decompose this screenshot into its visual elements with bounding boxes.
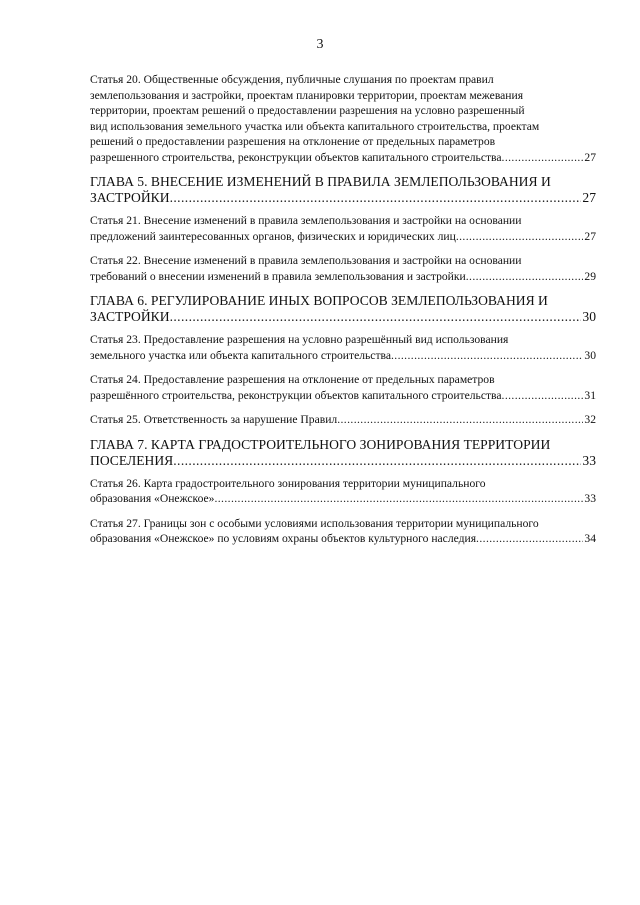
toc-entry-line: [90, 190, 596, 206]
toc-leader-dots: [466, 269, 584, 285]
toc-leader-dots: [337, 412, 583, 428]
toc-leader-dots: [173, 453, 581, 469]
toc-entry-line: Статья 20. Общественные обсуждения, публичные слушания по проектам правил: [90, 73, 494, 86]
toc-entry-line: Статья 23. Предоставление разрешения на условно разрешённый вид использования: [90, 333, 509, 346]
toc-entry-line: [90, 229, 596, 245]
toc-article-entry: [90, 213, 596, 244]
toc-page-number: 32: [584, 413, 596, 426]
toc-article-entry: [90, 476, 596, 507]
toc-page-number: 30: [584, 348, 596, 362]
toc-entry-line: Статья 26. Карта градостроительного зонирования территории муниципального: [90, 476, 486, 490]
toc-entry-text: требований о внесении изменений в правила землепользования и застройки: [90, 269, 466, 283]
toc-entry-line: [90, 412, 596, 428]
toc-entry-line: [90, 388, 596, 404]
toc-entry-line: Статья 27. Границы зон с особыми условиями использования территории муниципального: [90, 516, 539, 530]
toc-entry-line: [90, 491, 596, 507]
toc-entry-line: Статья 21. Внесение изменений в правила землепользования и застройки на основании: [90, 214, 522, 227]
toc-leader-dots: [391, 348, 583, 364]
toc-entry-text: разрешенного строительства, реконструкции объектов капитального строительства: [90, 150, 502, 164]
toc-article-entry: [90, 412, 596, 428]
page-number: 3: [316, 37, 324, 52]
toc-entry-line: Статья 22. Внесение изменений в правила землепользования и застройки на основании: [90, 254, 522, 267]
toc-entry-line: Статья 24. Предоставление разрешения на отклонение от предельных параметров: [90, 373, 495, 386]
toc-entry-line: [90, 269, 596, 285]
toc-leader-dots: [456, 229, 584, 245]
toc-entry-line: ГЛАВА 6. РЕГУЛИРОВАНИЕ ИНЫХ ВОПРОСОВ ЗЕМЛЕПОЛЬЗОВАНИЯ И: [90, 293, 548, 308]
toc-entry-text: образования «Онежское» по условиям охраны объектов культурного наследия: [90, 532, 477, 545]
toc-entry-text: земельного участка или объекта капитального строительства: [90, 348, 391, 362]
toc-leader-dots: [170, 190, 582, 206]
toc-entry-text: ЗАСТРОЙКИ: [90, 309, 170, 324]
toc-entry-text: образования «Онежское»: [90, 492, 215, 505]
toc-leader-dots: [170, 309, 582, 325]
toc-entry-line: ГЛАВА 7. КАРТА ГРАДОСТРОИТЕЛЬНОГО ЗОНИРОВАНИЯ ТЕРРИТОРИИ: [90, 436, 551, 452]
toc-page-number: 30: [582, 309, 596, 324]
toc-chapter-entry: [90, 174, 596, 206]
toc-page-number: 27: [584, 150, 596, 164]
toc-chapter-entry: [90, 437, 596, 469]
toc-leader-dots: [502, 150, 584, 166]
toc-entry-line: вид использования земельного участка или объекта капитального строительства, проектам: [90, 119, 540, 133]
toc-entry-line: [90, 150, 596, 166]
toc-article-entry: [90, 253, 596, 284]
toc-entry-line: землепользования и застройки, проектам планировки территории, проектам межевания: [90, 88, 524, 102]
toc-article-entry: [90, 332, 596, 363]
toc-page-number: 27: [582, 190, 596, 205]
toc-entry-line: решений о предоставлении разрешения на отклонение от предельных параметров: [90, 135, 496, 148]
toc-page-number: 33: [584, 492, 596, 505]
table-of-contents: [90, 72, 596, 556]
toc-entry-text: предложений заинтересованных органов, физических и юридических лиц: [90, 229, 456, 243]
toc-page-number: 33: [582, 452, 596, 468]
toc-page-number: 31: [584, 388, 596, 402]
toc-entry-line: [90, 531, 596, 547]
toc-article-entry: [90, 372, 596, 403]
toc-leader-dots: [502, 388, 584, 404]
toc-chapter-entry: [90, 293, 596, 325]
toc-entry-text: Статья 25. Ответственность за нарушение Правил: [90, 413, 338, 426]
toc-entry-line: [90, 453, 596, 469]
toc-article-entry: [90, 72, 596, 165]
toc-page-number: 27: [584, 229, 596, 243]
toc-entry-text: ЗАСТРОЙКИ: [90, 190, 170, 205]
toc-entry-line: ГЛАВА 5. ВНЕСЕНИЕ ИЗМЕНЕНИЙ В ПРАВИЛА ЗЕМЛЕПОЛЬЗОВАНИЯ И: [90, 174, 551, 189]
toc-page-number: 29: [584, 269, 596, 283]
toc-entry-line: [90, 348, 596, 364]
toc-article-entry: [90, 516, 596, 547]
toc-entry-text: разрешённого строительства, реконструкции объектов капитального строительства: [90, 388, 502, 402]
toc-leader-dots: [214, 491, 583, 507]
toc-entry-line: [90, 309, 596, 325]
toc-entry-text: ПОСЕЛЕНИЯ: [90, 452, 174, 468]
toc-leader-dots: [476, 531, 583, 547]
toc-page-number: 34: [584, 532, 596, 545]
toc-entry-line: территории, проектам решений о предоставлении разрешения на условно разрешенный: [90, 104, 525, 117]
